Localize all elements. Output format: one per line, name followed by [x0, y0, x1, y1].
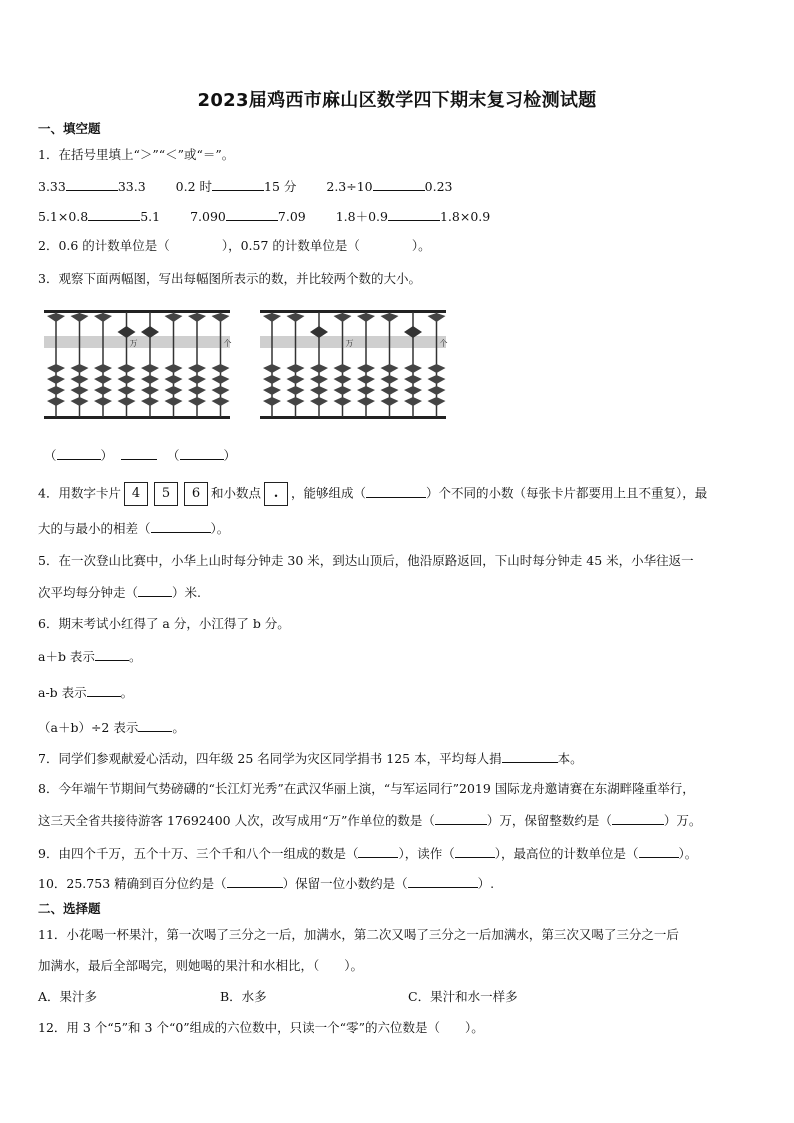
answer-blank[interactable]: [455, 844, 495, 858]
q1-r1-d: 15 分: [264, 179, 297, 194]
abacus-lower-bead: [287, 386, 305, 395]
abacus-top-bar: [44, 310, 230, 313]
abacus-upper-bead: [165, 313, 183, 322]
abacus-lower-bead: [118, 375, 136, 384]
abacus-upper-bead: [263, 313, 281, 322]
abacus-lower-bead: [334, 386, 352, 395]
abacus-lower-bead: [287, 375, 305, 384]
q1-r1-c: 0.2 时: [175, 179, 213, 194]
abacus-lower-bead: [212, 386, 230, 395]
abacus-lower-bead: [94, 375, 112, 384]
abacus-lower-bead: [428, 364, 446, 373]
q9: [38, 844, 697, 863]
abacus-lower-bead: [188, 397, 206, 406]
answer-blank[interactable]: [612, 811, 664, 825]
abacus-lower-bead: [212, 375, 230, 384]
abacus-lower-bead: [94, 397, 112, 406]
section-fill-in-heading: 一、填空题: [38, 121, 101, 136]
q5-line1: 5．在一次登山比赛中，小华上山时每分钟走 30 米，到达山顶后，他沿原路返回，下山时每分钟走 45 米，小华往返一: [38, 553, 694, 568]
q5-text-a: 次平均每分钟走（: [38, 585, 139, 600]
answer-blank[interactable]: [121, 446, 157, 460]
abacus-lower-bead: [263, 364, 281, 373]
q8-line2: [38, 811, 701, 830]
paren-open: （: [167, 448, 180, 463]
q10-text-c: ）.: [477, 876, 495, 891]
abacus-lower-bead: [357, 386, 375, 395]
abacus-upper-bead: [212, 313, 230, 322]
abacus-lower-bead: [71, 364, 89, 373]
q1-r1-b: 33.3: [117, 179, 146, 194]
digit-card-4: 4: [124, 482, 148, 506]
abacus-lower-bead: [165, 364, 183, 373]
abacus-lower-bead: [263, 386, 281, 395]
abacus-upper-bead: [428, 313, 446, 322]
abacus-upper-bead: [94, 313, 112, 322]
decimal-point-card: .: [264, 482, 288, 506]
q4-text-a: 4．用数字卡片: [38, 485, 121, 501]
abacus-lower-bead: [310, 364, 328, 373]
abacus-lower-bead: [212, 364, 230, 373]
q7: [38, 749, 583, 768]
abacus-figure-2: [258, 306, 448, 424]
q1-r2-c: 7.090: [190, 209, 226, 224]
option-c[interactable]: C．果汁和水一样多: [408, 989, 518, 1004]
abacus-lower-bead: [118, 364, 136, 373]
answer-blank[interactable]: [435, 811, 487, 825]
q2: [38, 237, 431, 255]
q4-text-b: 和小数点: [210, 485, 261, 501]
period: 。: [120, 685, 134, 700]
q9-text-d: ）。: [678, 846, 698, 861]
q3-stem: 3．观察下面两幅图，写出每幅图所表示的数，并比较两个数的大小。: [38, 271, 421, 286]
abacus-lower-bead: [71, 375, 89, 384]
abacus-lower-bead: [71, 397, 89, 406]
abacus-lower-bead: [141, 386, 159, 395]
q4-line1: [38, 482, 707, 506]
abacus-label-ge: 个: [439, 339, 448, 348]
q6-l3-text: （a＋b）÷2 表示: [38, 720, 139, 735]
q12: 12．用 3 个“5”和 3 个“0”组成的六位数中，只读一个“零”的六位数是（ ）。: [38, 1020, 484, 1035]
abacus-lower-bead: [428, 397, 446, 406]
abacus-bottom-bar: [260, 416, 446, 419]
digit-card-6: 6: [184, 482, 208, 506]
answer-blank[interactable]: [227, 874, 283, 888]
abacus-lower-bead: [188, 386, 206, 395]
answer-blank[interactable]: [180, 446, 224, 460]
q7-text-a: 7．同学们参观献爱心活动，四年级 25 名同学为灾区同学捐书 125 本，平均每人捐: [38, 751, 502, 766]
q4-text-d: ）个不同的小数（每张卡片都要用上且不重复），最: [426, 485, 708, 501]
abacus-lower-bead: [141, 375, 159, 384]
q7-text-b: 本。: [557, 751, 583, 766]
answer-blank[interactable]: [95, 647, 129, 661]
abacus-upper-bead: [357, 313, 375, 322]
abacus-lower-bead: [188, 364, 206, 373]
answer-blank[interactable]: [170, 237, 222, 250]
abacus-lower-bead: [404, 397, 422, 406]
abacus-bottom-bar: [44, 416, 230, 419]
abacus-lower-bead: [381, 397, 399, 406]
q1-r2-a: 5.1×0.8: [38, 209, 89, 224]
answer-blank[interactable]: [138, 583, 172, 597]
abacus-label-wan: 万: [345, 339, 354, 348]
abacus-lower-bead: [310, 386, 328, 395]
abacus-upper-bead: [71, 313, 89, 322]
abacus-lower-bead: [404, 386, 422, 395]
abacus-upper-bead: [381, 313, 399, 322]
q1-r2-d: 7.09: [277, 209, 306, 224]
q1-r2-e: 1.8＋0.9: [335, 209, 388, 224]
abacus-lower-bead: [94, 364, 112, 373]
abacus-lower-bead: [165, 397, 183, 406]
answer-blank[interactable]: [639, 844, 679, 858]
abacus-lower-bead: [118, 397, 136, 406]
q9-text-b: ），读作（: [398, 846, 455, 861]
abacus-label-wan: 万: [129, 339, 138, 348]
q5-line2: [38, 583, 201, 602]
q1-r2-f: 1.8×0.9: [439, 209, 491, 224]
abacus-lower-bead: [428, 375, 446, 384]
q1-r1-e: 2.3÷10: [326, 179, 373, 194]
abacus-lower-bead: [118, 386, 136, 395]
abacus-lower-bead: [47, 375, 65, 384]
abacus-lower-bead: [334, 397, 352, 406]
q10-text-a: 10．25.753 精确到百分位约是（: [38, 876, 227, 891]
q9-text-a: 9．由四个千万，五个十万、三个千和八个一组成的数是（: [38, 846, 359, 861]
abacus-upper-bead: [287, 313, 305, 322]
abacus-lower-bead: [334, 364, 352, 373]
q3-answer-row: [44, 446, 236, 464]
abacus-lower-bead: [381, 364, 399, 373]
paren-open: （: [44, 448, 57, 463]
abacus-lower-bead: [212, 397, 230, 406]
answer-blank[interactable]: [66, 177, 118, 191]
answer-blank[interactable]: [502, 749, 558, 763]
q10: [38, 874, 494, 893]
abacus-lower-bead: [310, 375, 328, 384]
option-a[interactable]: A．果汁多: [38, 989, 98, 1004]
q2-text-a: 2．0.6 的计数单位是（: [38, 238, 170, 253]
q8-text-b: ）万，保留整数约是（: [486, 813, 612, 828]
abacus-lower-bead: [287, 364, 305, 373]
q11-line1: 11．小花喝一杯果汁，第一次喝了三分之一后，加满水，第二次又喝了三分之一后加满水，第三次又喝了三分之一后: [38, 927, 679, 942]
q6-line2: [38, 683, 133, 702]
q6-line3: [38, 718, 185, 737]
answer-blank[interactable]: [57, 446, 101, 460]
option-b[interactable]: B．水多: [220, 989, 267, 1004]
q8-text-a: 这三天全省共接待游客 17692400 人次，改写成用“万”作单位的数是（: [38, 813, 435, 828]
q1-r1-f: 0.23: [424, 179, 453, 194]
abacus-lower-bead: [141, 364, 159, 373]
abacus-lower-bead: [47, 397, 65, 406]
q8-line1: 8．今年端午节期间气势磅礴的“长江灯光秀”在武汉华丽上演，“与军运同行”2019 国际龙舟邀请赛在东湖畔隆重举行，: [38, 781, 695, 796]
abacus-upper-bead: [188, 313, 206, 322]
abacus-lower-bead: [404, 364, 422, 373]
abacus-upper-bead: [334, 313, 352, 322]
answer-blank[interactable]: [358, 844, 398, 858]
abacus-lower-bead: [381, 375, 399, 384]
abacus-lower-bead: [47, 364, 65, 373]
q2-text-c: ）。: [411, 238, 431, 253]
q1-row1: [38, 177, 452, 196]
q1-stem: 1．在括号里填上“＞”“＜”或“＝”。: [38, 147, 235, 162]
abacus-lower-bead: [287, 397, 305, 406]
abacus-lower-bead: [334, 375, 352, 384]
q6-l2-text: a-b 表示: [38, 685, 87, 700]
q2-text-b: ），0.57 的计数单位是（: [221, 238, 360, 253]
period: 。: [128, 649, 142, 664]
q10-text-b: ）保留一位小数约是（: [282, 876, 408, 891]
abacus-lower-bead: [188, 375, 206, 384]
answer-blank[interactable]: [388, 207, 440, 221]
q11-options: [38, 988, 518, 1006]
answer-blank[interactable]: [87, 683, 121, 697]
answer-blank[interactable]: [212, 177, 264, 191]
answer-blank[interactable]: [226, 207, 278, 221]
abacus-lower-bead: [263, 375, 281, 384]
abacus-lower-bead: [357, 375, 375, 384]
abacus-lower-bead: [381, 386, 399, 395]
period: 。: [172, 720, 185, 735]
q4-text-c: ，能够组成（: [290, 485, 366, 501]
abacus-lower-bead: [47, 386, 65, 395]
abacus-lower-bead: [263, 397, 281, 406]
q6-stem: 6．期末考试小红得了 a 分，小江得了 b 分。: [38, 616, 290, 631]
answer-blank[interactable]: [88, 207, 140, 221]
section-choice-heading: 二、选择题: [38, 901, 101, 916]
abacus-lower-bead: [310, 397, 328, 406]
abacus-upper-bead: [47, 313, 65, 322]
q6-line1: [38, 647, 141, 666]
q1-r2-b: 5.1: [140, 209, 161, 224]
digit-card-5: 5: [154, 482, 178, 506]
answer-blank[interactable]: [373, 177, 425, 191]
abacus-lower-bead: [428, 386, 446, 395]
q1-r1-a: 3.33: [38, 179, 66, 194]
answer-blank[interactable]: [408, 874, 478, 888]
q9-text-c: ），最高位的计数单位是（: [494, 846, 639, 861]
page-title: 2023届鸡西市麻山区数学四下期末复习检测试题: [197, 90, 597, 111]
q8-text-c: ）万。: [663, 813, 702, 828]
abacus-lower-bead: [165, 386, 183, 395]
abacus-lower-bead: [141, 397, 159, 406]
answer-blank[interactable]: [360, 237, 412, 250]
abacus-lower-bead: [357, 397, 375, 406]
abacus-top-bar: [260, 310, 446, 313]
paren-close: ）: [223, 448, 237, 463]
abacus-lower-bead: [404, 375, 422, 384]
answer-blank[interactable]: [138, 718, 172, 732]
q5-text-b: ）米.: [172, 585, 201, 600]
abacus-lower-bead: [165, 375, 183, 384]
q4-text-f: ）。: [210, 521, 230, 536]
q4-text-e: 大的与最小的相差（: [38, 521, 151, 536]
q4-line2: [38, 519, 229, 538]
q1-row2: [38, 207, 490, 226]
abacus-lower-bead: [71, 386, 89, 395]
q11-line2: 加满水，最后全部喝完，则她喝的果汁和水相比，（ ）。: [38, 958, 364, 973]
abacus-lower-bead: [94, 386, 112, 395]
abacus-label-ge: 个: [223, 339, 232, 348]
answer-blank[interactable]: [151, 519, 211, 533]
abacus-lower-bead: [357, 364, 375, 373]
q6-l1-text: a＋b 表示: [38, 649, 95, 664]
paren-close: ）: [100, 448, 114, 463]
answer-blank[interactable]: [366, 484, 426, 498]
abacus-figure-1: [42, 306, 232, 424]
